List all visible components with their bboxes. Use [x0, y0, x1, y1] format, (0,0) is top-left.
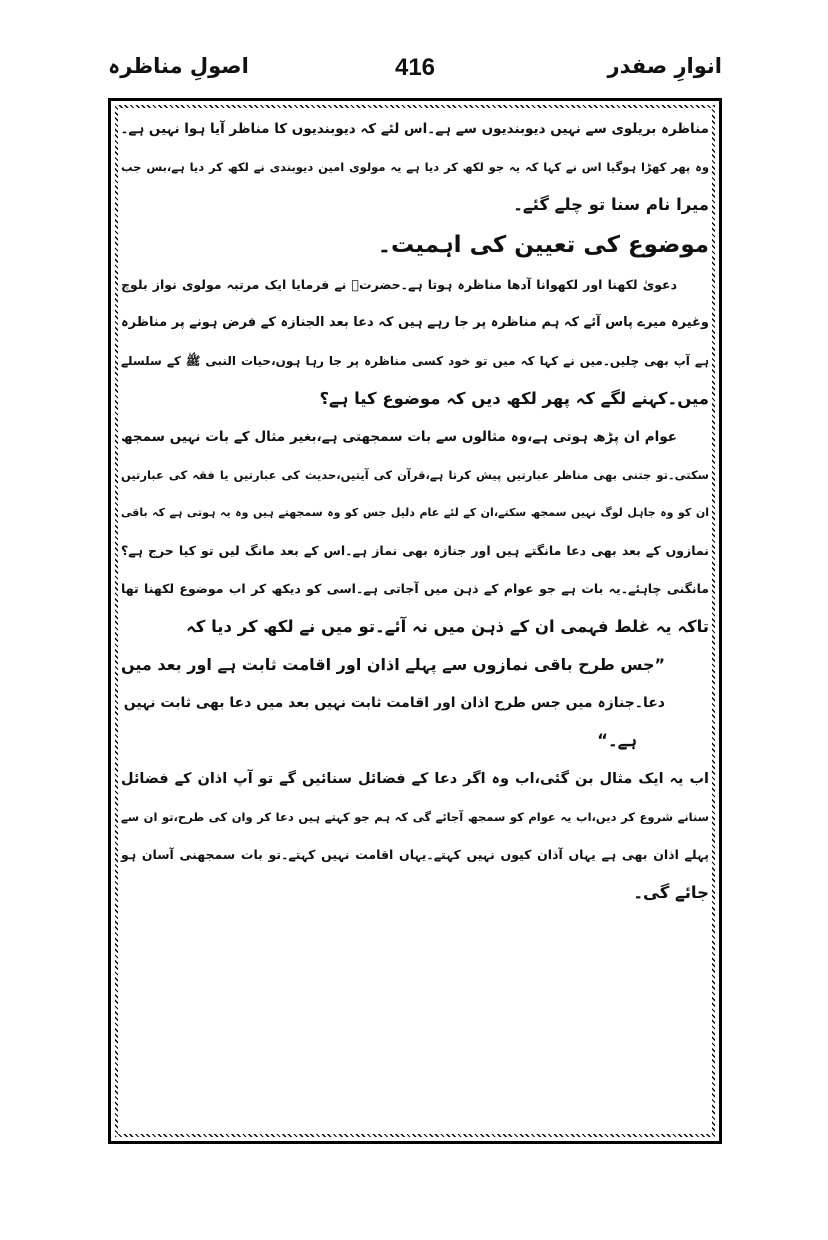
section-heading: موضوع کی تعیین کی اہمیت۔ [377, 232, 709, 258]
text-line: ان کو وہ جاہل لوگ نہیں سمجھ سکتے،ان کے لئے عام دلیل جس کو وہ سمجھتے ہیں وہ یہ ہوتی ہے کہ باقی [121, 506, 709, 519]
text-line: میرا نام سنا تو چلے گئے۔ [513, 195, 709, 214]
text-line: جائے گی۔ [633, 883, 709, 902]
text-line: میں۔کہنے لگے کہ پھر لکھ دیں کہ موضوع کیا ہے؟ [319, 389, 709, 408]
quote-line: ”جس طرح باقی نمازوں سے پہلے اذان اور اقامت ثابت ہے اور بعد میں [120, 655, 665, 674]
text-line: سنانے شروع کر دیں،اب یہ عوام کو سمجھ آجائے گی کہ ہم جو کہتے ہیں دعا کر وان کی طرح،تو ان سے [121, 810, 709, 824]
text-line: تاکہ یہ غلط فہمی ان کے ذہن میں نہ آئے۔تو میں نے لکھ کر دیا کہ [186, 617, 709, 636]
text-line: اب یہ ایک مثال بن گئی،اب وہ اگر دعا کے فضائل سنائیں گے تو آپ اذان کے فضائل [121, 771, 709, 787]
page-header [108, 52, 722, 96]
text-line: وغیرہ میرے پاس آئے کہ ہم مناظرہ پر جا رہے ہیں کہ دعا بعد الجنازہ کے فرض ہونے پر مناظرہ [121, 315, 709, 330]
text-line: عوام ان پڑھ ہوتی ہے،وہ مثالوں سے بات سمجھتی ہے،بغیر مثال کے بات نہیں سمجھ [121, 429, 677, 445]
section-title: اصولِ مناظرہ [108, 54, 249, 78]
decorative-page-border [108, 98, 722, 1144]
text-line: نمازوں کے بعد بھی دعا مانگتے ہیں اور جنازہ بھی نماز ہے۔اس کے بعد مانگ لیں تو کیا حرج ہے؟ [121, 543, 709, 558]
text-line: مانگنی چاہئے۔یہ بات ہے جو عوام کے ذہن میں آجاتی ہے۔اسی کو دیکھ کر اب موضوع لکھنا تھا [121, 581, 709, 596]
quote-line: ہے۔“ [597, 731, 637, 750]
page-number: 416 [394, 54, 436, 81]
text-line: ہے آپ بھی چلیں۔میں نے کہا کہ میں تو خود کسی مناظرہ پر جا رہا ہوں،حیات النبی ﷺ کے سلسلے [121, 354, 709, 368]
text-line: دعویٰ لکھنا اور لکھوانا آدھا مناظرہ ہوتا ہے۔حضرتؒ نے فرمایا ایک مرتبہ مولوی نواز بلوچ [121, 277, 677, 292]
text-line: سکتی۔تو جتنی بھی مناظر عبارتیں پیش کرتا ہے،قرآن کی آیتیں،حدیث کی عبارتیں یا فقہ کی عبارتیں [121, 468, 709, 482]
text-line: مناظرہ بریلوی سے نہیں دیوبندیوں سے ہے۔اس لئے کہ دیوبندیوں کا مناظر آیا ہوا نہیں ہے۔ [120, 121, 709, 137]
text-line: وہ پھر کھڑا ہوگیا اس نے کہا کہ یہ جو لکھ کر دیا ہے یہ مولوی امین دیوبندی نے لکھ کر دیا ہے،بس جب [121, 160, 709, 174]
quote-line: دعا۔جنازہ میں جس طرح اذان اور اقامت ثابت نہیں بعد میں دعا بھی ثابت نہیں [123, 695, 665, 711]
page-body-text [118, 108, 712, 1134]
book-title: انوارِ صفدر [607, 54, 722, 78]
text-line: پہلے اذان بھی ہے یہاں آذان کیوں نہیں کہتے۔یہاں اقامت نہیں کہتے۔تو بات سمجھنی آسان ہو [121, 847, 709, 862]
hatched-border-pattern [115, 105, 715, 1137]
